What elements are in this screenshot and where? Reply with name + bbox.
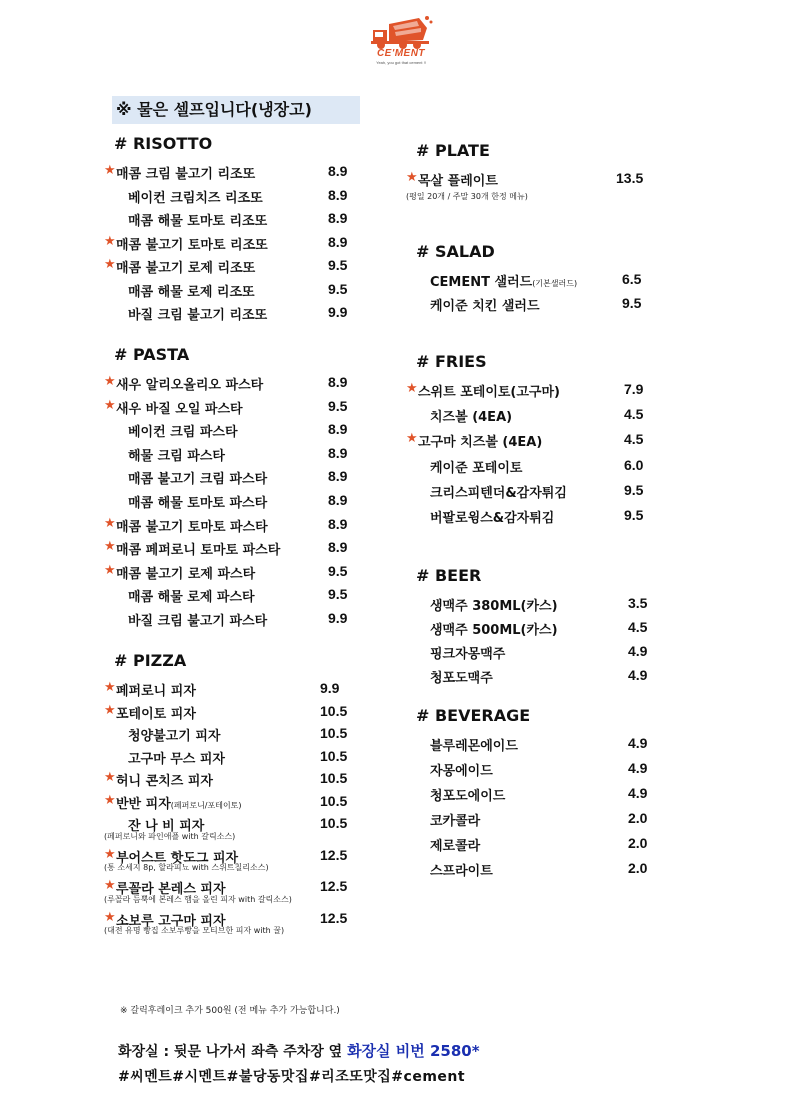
section-title: # BEVERAGE bbox=[416, 706, 531, 725]
cement-truck-icon bbox=[369, 14, 433, 50]
menu-item bbox=[116, 586, 368, 604]
signature-star-icon: ★ bbox=[104, 257, 116, 272]
menu-item-label: 베이컨 크림치즈 리조또 bbox=[128, 190, 263, 206]
menu-item-name bbox=[116, 234, 268, 253]
menu-item-name bbox=[418, 431, 542, 450]
menu-item-label: 고구마 무스 피자 bbox=[128, 751, 225, 767]
menu-item-price: 9.5 bbox=[328, 397, 348, 414]
menu-item-label: 치즈볼 (4EA) bbox=[430, 410, 513, 426]
menu-item-note: (페퍼로니와 파인애플 with 갈릭소스) bbox=[104, 831, 236, 841]
menu-item-label: 청양불고기 피자 bbox=[128, 729, 221, 744]
signature-star-icon: ★ bbox=[104, 680, 116, 695]
menu-item-name bbox=[430, 643, 505, 662]
menu-item-price: 4.5 bbox=[624, 431, 644, 448]
menu-item-name bbox=[430, 482, 567, 501]
menu-item-name bbox=[116, 374, 263, 393]
menu-item bbox=[418, 482, 664, 500]
hashtags: #씨멘트#시멘트#불당동맛집#리조또맛집#cement bbox=[118, 1069, 466, 1085]
menu-item-name bbox=[430, 810, 480, 829]
signature-star-icon: ★ bbox=[104, 515, 116, 531]
menu-item bbox=[116, 492, 368, 510]
section-note: (평일 20개 / 주말 30개 한정 메뉴) bbox=[406, 192, 528, 201]
menu-item bbox=[104, 257, 368, 276]
menu-item-name bbox=[430, 735, 518, 754]
menu-item-price: 9.5 bbox=[624, 481, 644, 498]
menu-item bbox=[418, 735, 668, 753]
menu-item-name bbox=[128, 725, 220, 744]
water-self-service-notice: ※ 물은 셀프입니다(냉장고) bbox=[112, 96, 360, 124]
section-salad bbox=[416, 241, 642, 314]
menu-item-note: (루꼴라 듬뿍에 본레스 햄을 올린 피자 with 갈릭소스) bbox=[104, 894, 292, 904]
signature-star-icon: ★ bbox=[104, 539, 116, 555]
menu-item-label: 매콤 해물 토마토 리조또 bbox=[128, 214, 268, 229]
menu-item-name bbox=[430, 406, 512, 425]
menu-item-price: 10.5 bbox=[320, 815, 348, 831]
section-title: # PLATE bbox=[416, 141, 490, 160]
menu-item-name bbox=[128, 468, 267, 487]
menu-item-name bbox=[128, 610, 267, 629]
menu-item-label: 바질 크림 불고기 리조또 bbox=[128, 308, 268, 323]
brand-logo bbox=[363, 14, 439, 80]
section-title: # PASTA bbox=[114, 345, 190, 364]
menu-item-label: 포테이토 피자 bbox=[116, 706, 196, 722]
menu-item-label: 매콤 불고기 로제 리조또 bbox=[116, 261, 256, 276]
signature-star-icon: ★ bbox=[104, 878, 116, 893]
menu-item-price: 8.9 bbox=[328, 444, 348, 461]
menu-item bbox=[418, 619, 668, 637]
signature-star-icon: ★ bbox=[104, 702, 116, 718]
menu-item bbox=[418, 860, 668, 878]
menu-item-label: 스위트 포테이토(고구마) bbox=[418, 385, 560, 400]
menu-item bbox=[418, 760, 668, 778]
restroom-location: 화장실 : 뒷문 나가서 좌측 주차장 옆 bbox=[118, 1044, 348, 1060]
menu-item bbox=[116, 304, 368, 322]
menu-item-name bbox=[116, 539, 280, 558]
brand-tagline: Yeah, you got that cement !! bbox=[376, 60, 426, 65]
menu-item-price: 4.9 bbox=[628, 667, 648, 683]
menu-item bbox=[418, 295, 662, 313]
menu-item-label: CEMENT 샐러드 bbox=[430, 275, 533, 290]
menu-item-name bbox=[116, 793, 242, 812]
menu-item bbox=[104, 539, 368, 559]
signature-star-icon: ★ bbox=[104, 374, 116, 389]
section-title: # RISOTTO bbox=[114, 134, 213, 153]
menu-item-price: 8.9 bbox=[328, 163, 348, 179]
menu-item-price: 8.9 bbox=[328, 539, 348, 556]
garlic-flake-note: ※ 갈릭후레이크 추가 500원 (전 메뉴 추가 가능합니다.) bbox=[120, 1006, 340, 1016]
menu-item-price: 4.5 bbox=[624, 406, 644, 423]
menu-item-price: 9.5 bbox=[622, 295, 642, 311]
menu-item-label: 블루레몬에이드 bbox=[430, 739, 518, 754]
menu-item-label: 매콤 해물 로제 리조또 bbox=[128, 284, 255, 300]
brand-name: CE'MENT bbox=[376, 48, 426, 59]
menu-item-label: 베이컨 크림 파스타 bbox=[128, 425, 238, 441]
menu-item bbox=[418, 595, 668, 613]
menu-item bbox=[104, 374, 368, 393]
menu-item-name bbox=[116, 563, 255, 582]
menu-item-name bbox=[116, 163, 255, 182]
signature-star-icon: ★ bbox=[104, 770, 116, 785]
menu-item-price: 9.5 bbox=[328, 280, 348, 297]
menu-item bbox=[116, 421, 368, 439]
menu-item-price: 4.9 bbox=[628, 760, 648, 776]
menu-item-price: 6.5 bbox=[622, 271, 642, 287]
menu-item bbox=[104, 680, 360, 699]
menu-item bbox=[116, 210, 368, 228]
menu-item bbox=[104, 770, 360, 789]
menu-item-label: 제로콜라 bbox=[430, 839, 481, 854]
menu-item bbox=[116, 281, 368, 299]
menu-item-subnote: (기본샐러드) bbox=[532, 279, 578, 288]
restroom-info bbox=[118, 1040, 480, 1061]
menu-item-name bbox=[430, 667, 493, 686]
menu-item bbox=[406, 381, 664, 400]
menu-item-price: 7.9 bbox=[624, 381, 644, 397]
restroom-code: 화장실 비번 2580* bbox=[347, 1042, 480, 1060]
menu-item-name bbox=[430, 760, 493, 779]
menu-item-price: 8.9 bbox=[328, 233, 348, 250]
menu-item-label: 반반 피자 bbox=[116, 796, 171, 812]
menu-item-name bbox=[128, 304, 267, 323]
signature-star-icon: ★ bbox=[104, 846, 116, 862]
menu-item-label: 부어스트 핫도그 피자 bbox=[116, 850, 239, 866]
section-beverage bbox=[416, 705, 648, 879]
signature-star-icon: ★ bbox=[104, 397, 116, 413]
menu-item-price: 3.5 bbox=[628, 595, 648, 611]
menu-item-label: 잔 나 비 피자 bbox=[128, 819, 205, 834]
menu-item-name bbox=[116, 398, 243, 417]
menu-item-price: 12.5 bbox=[320, 878, 348, 894]
menu-item-price: 9.5 bbox=[328, 586, 348, 603]
menu-item-name bbox=[116, 770, 213, 789]
signature-star-icon: ★ bbox=[104, 562, 116, 578]
menu-item-label: 매콤 불고기 토마토 리조또 bbox=[116, 237, 268, 253]
menu-item-price: 13.5 bbox=[616, 170, 644, 186]
menu-item bbox=[104, 397, 368, 417]
menu-item-price: 8.9 bbox=[328, 421, 348, 438]
menu-item-price: 4.9 bbox=[628, 643, 648, 659]
menu-item-name bbox=[128, 748, 225, 767]
section-risotto bbox=[104, 133, 348, 323]
menu-item-price: 9.9 bbox=[328, 610, 348, 626]
menu-item-price: 8.9 bbox=[328, 210, 348, 226]
menu-item-name bbox=[116, 257, 255, 276]
menu-item bbox=[418, 643, 668, 661]
menu-item-name bbox=[430, 457, 522, 476]
menu-item-price: 10.5 bbox=[320, 702, 348, 719]
menu-item bbox=[104, 562, 368, 582]
menu-item-price: 4.9 bbox=[628, 785, 648, 801]
menu-item-name bbox=[128, 492, 267, 511]
section-title: # FRIES bbox=[416, 352, 487, 371]
menu-item-label: 청포도맥주 bbox=[430, 671, 493, 686]
menu-item bbox=[406, 431, 664, 451]
menu-item-label: 스프라이트 bbox=[430, 864, 493, 879]
menu-item bbox=[104, 233, 368, 253]
menu-item-label: 매콤 해물 로제 파스타 bbox=[128, 590, 255, 606]
menu-item-price: 12.5 bbox=[320, 909, 348, 926]
signature-star-icon: ★ bbox=[406, 381, 418, 396]
menu-item-label: 매콤 불고기 로제 파스타 bbox=[116, 566, 256, 582]
menu-item-price: 9.9 bbox=[328, 304, 348, 320]
menu-item-price: 10.5 bbox=[320, 792, 348, 809]
menu-item-name bbox=[116, 680, 196, 699]
menu-item-name bbox=[128, 445, 225, 464]
signature-star-icon: ★ bbox=[104, 909, 116, 925]
menu-item bbox=[418, 271, 662, 289]
menu-item-label: 새우 알리오올리오 파스타 bbox=[116, 378, 264, 393]
menu-item-label: 매콤 크림 불고기 리조또 bbox=[116, 167, 256, 182]
section-title: # BEER bbox=[416, 566, 482, 585]
signature-star-icon: ★ bbox=[104, 792, 116, 808]
menu-item bbox=[418, 406, 664, 424]
menu-item-price: 8.9 bbox=[328, 492, 348, 508]
menu-item-label: 매콤 불고기 토마토 파스타 bbox=[116, 519, 268, 535]
signature-star-icon: ★ bbox=[104, 233, 116, 249]
menu-item-label: 자몽에이드 bbox=[430, 764, 493, 779]
menu-item bbox=[418, 810, 668, 828]
menu-item-name bbox=[430, 271, 577, 290]
menu-item bbox=[116, 445, 368, 463]
menu-item-name bbox=[128, 281, 255, 300]
section-pizza bbox=[104, 650, 348, 935]
menu-item-price: 8.9 bbox=[328, 186, 348, 203]
menu-item-price: 9.5 bbox=[328, 257, 348, 273]
menu-item bbox=[418, 785, 668, 803]
menu-item-price: 12.5 bbox=[320, 846, 348, 863]
menu-item-label: 생맥주 380ML(카스) bbox=[430, 599, 558, 614]
menu-item bbox=[406, 170, 656, 189]
menu-item bbox=[104, 515, 368, 535]
menu-item-label: 허니 콘치즈 피자 bbox=[116, 774, 213, 789]
menu-item-label: 해물 크림 파스타 bbox=[128, 448, 225, 464]
menu-item-price: 10.5 bbox=[320, 770, 348, 786]
menu-item-price: 10.5 bbox=[320, 725, 348, 741]
menu-item-label: 케이준 치킨 샐러드 bbox=[430, 299, 540, 314]
menu-item bbox=[104, 792, 360, 812]
menu-item-price: 4.5 bbox=[628, 619, 648, 635]
menu-item-price: 8.9 bbox=[328, 515, 348, 532]
section-beer bbox=[416, 565, 648, 686]
menu-item-price: 10.5 bbox=[320, 747, 348, 764]
menu-item bbox=[116, 610, 368, 628]
menu-item-subnote: (페퍼로니/포테이토) bbox=[170, 800, 242, 810]
menu-item-label: 청포도에이드 bbox=[430, 789, 506, 804]
menu-item bbox=[418, 835, 668, 853]
menu-item-price: 9.5 bbox=[328, 562, 348, 579]
menu-item-price: 9.5 bbox=[624, 507, 644, 523]
menu-item-label: 크리스피텐더&감자튀김 bbox=[430, 485, 567, 501]
menu-item-name bbox=[116, 703, 196, 722]
menu-item-name bbox=[430, 835, 480, 854]
menu-item-name bbox=[430, 595, 558, 614]
menu-item-label: 매콤 불고기 크림 파스타 bbox=[128, 472, 268, 488]
menu-item-price: 2.0 bbox=[628, 835, 648, 851]
menu-item-note: (대전 유명 빵집 소보루빵을 모티브한 피자 with 꿀) bbox=[104, 926, 285, 935]
menu-item-name bbox=[418, 381, 560, 400]
menu-item-label: 소보루 고구마 피자 bbox=[116, 913, 226, 929]
menu-item-label: 루꼴라 본레스 피자 bbox=[116, 882, 226, 897]
menu-item-label: 매콤 해물 토마토 파스타 bbox=[128, 496, 268, 511]
menu-item-name bbox=[128, 210, 267, 229]
menu-item-price: 8.9 bbox=[328, 468, 348, 485]
menu-item bbox=[418, 667, 668, 685]
menu-item-note: (통 소세지 8p, 할라피뇨 with 스위트칠리소스) bbox=[104, 863, 269, 872]
menu-item-label: 목살 플레이트 bbox=[418, 174, 498, 189]
menu-item bbox=[116, 187, 368, 205]
menu-item-name bbox=[116, 516, 268, 535]
menu-item-label: 고구마 치즈볼 (4EA) bbox=[418, 435, 543, 451]
menu-item-label: 버팔로윙스&감자튀김 bbox=[430, 511, 555, 526]
menu-item-label: 코카콜라 bbox=[430, 814, 481, 829]
menu-item bbox=[418, 457, 664, 475]
signature-star-icon: ★ bbox=[406, 431, 418, 447]
menu-item-label: 핑크자몽맥주 bbox=[430, 647, 506, 662]
menu-item-price: 2.0 bbox=[628, 810, 648, 826]
signature-star-icon: ★ bbox=[104, 163, 116, 178]
menu-item-price: 6.0 bbox=[624, 456, 644, 473]
menu-item-label: 생맥주 500ML(카스) bbox=[430, 623, 558, 638]
menu-item-label: 매콤 페퍼로니 토마토 파스타 bbox=[116, 543, 281, 559]
menu-item-label: 케이준 포테이토 bbox=[430, 460, 523, 476]
section-fries bbox=[406, 351, 644, 526]
menu-item-price: 2.0 bbox=[628, 860, 648, 876]
menu-item-name bbox=[128, 421, 238, 440]
menu-item bbox=[116, 725, 360, 743]
signature-star-icon: ★ bbox=[406, 170, 418, 185]
section-pasta bbox=[104, 344, 348, 629]
menu-item-name bbox=[430, 785, 505, 804]
menu-item-label: 새우 바질 오일 파스타 bbox=[116, 401, 243, 417]
menu-item-label: 바질 크림 불고기 파스타 bbox=[128, 614, 268, 629]
menu-item-name bbox=[418, 170, 498, 189]
menu-item-label: 페퍼로니 피자 bbox=[116, 684, 196, 699]
menu-item-name bbox=[430, 860, 493, 879]
menu-item-name bbox=[430, 619, 558, 638]
section-title: # PIZZA bbox=[114, 651, 187, 670]
menu-item-price: 8.9 bbox=[328, 374, 348, 390]
menu-item-name bbox=[128, 187, 263, 206]
menu-item bbox=[116, 468, 368, 486]
menu-item bbox=[418, 507, 664, 525]
menu-item-name bbox=[430, 507, 554, 526]
section-plate bbox=[406, 140, 644, 201]
section-title: # SALAD bbox=[416, 242, 495, 261]
menu-item-name bbox=[128, 586, 255, 605]
menu-item bbox=[104, 702, 360, 722]
menu-item-price: 9.9 bbox=[320, 680, 340, 696]
menu-item bbox=[104, 163, 368, 182]
menu-item-name bbox=[430, 295, 540, 314]
menu-item bbox=[116, 748, 360, 766]
menu-item-price: 4.9 bbox=[628, 735, 648, 751]
